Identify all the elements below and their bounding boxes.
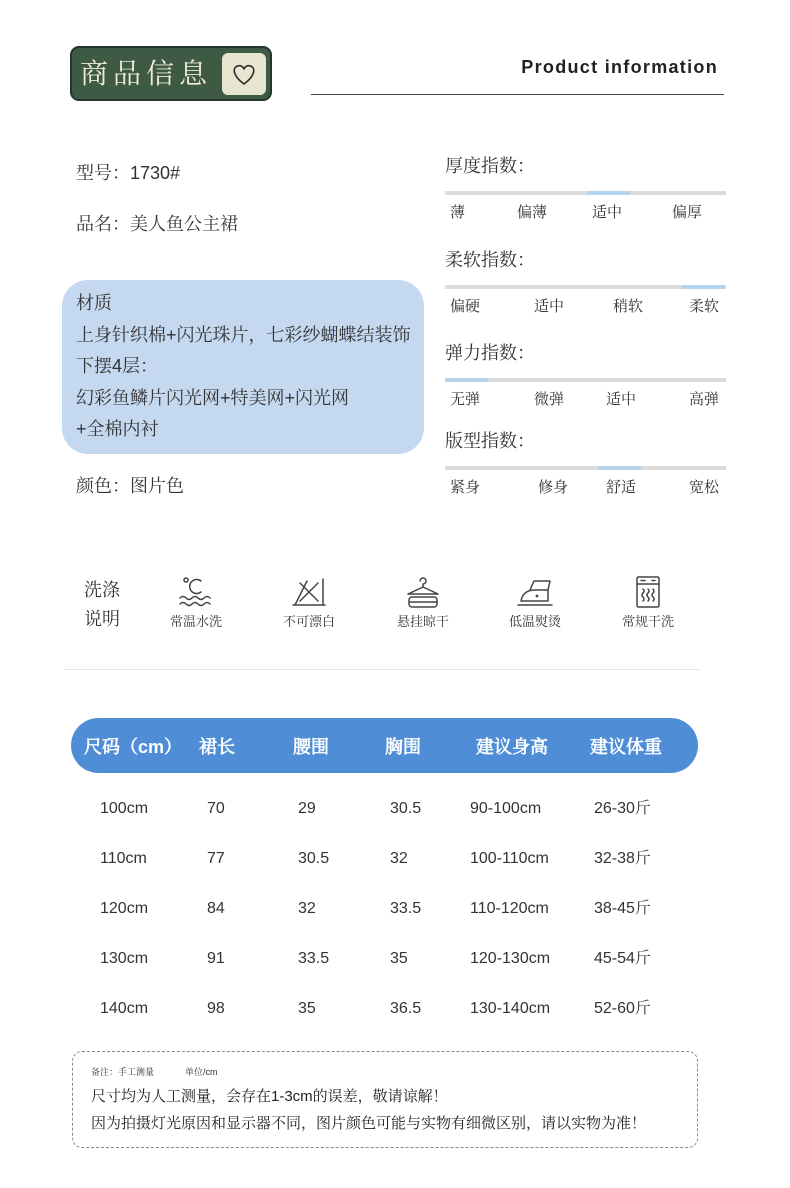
section-subtitle: Product information	[521, 57, 718, 77]
index-title: 柔软指数：	[445, 250, 535, 270]
care-title-line: 洗涤	[84, 580, 120, 600]
index-option: 微弹	[534, 391, 565, 408]
table-cell: 77	[207, 850, 225, 867]
material-title: 材质	[76, 293, 112, 313]
index-title: 版型指数：	[445, 431, 535, 451]
index-option: 偏薄	[517, 204, 548, 221]
table-cell: 120-130cm	[470, 950, 551, 967]
elasticity-index	[445, 341, 726, 411]
section-title: 商品信息	[80, 58, 213, 89]
care-item	[146, 575, 246, 631]
care-item	[598, 575, 698, 631]
table-cell: 120cm	[100, 900, 149, 917]
index-option: 无弹	[450, 391, 481, 408]
no-bleach-icon	[289, 575, 329, 609]
index-option: 薄	[450, 204, 466, 221]
material-line: 下摆4层：	[76, 356, 159, 376]
material-line: 上身针织棉+闪光珠片，七彩纱蝴蝶结装饰	[76, 324, 411, 345]
care-label: 低温熨烫	[508, 614, 561, 629]
index-option: 紧身	[450, 479, 481, 496]
note-line: 因为拍摄灯光原因和显示器不同，图片颜色可能与实物有细微区别，请以实物为准！	[91, 1115, 647, 1132]
water-wash-icon	[176, 575, 216, 609]
table-cell: 33.5	[390, 900, 422, 917]
hang-dry-icon	[403, 575, 443, 609]
model-number: 型号：1730#	[76, 163, 181, 183]
table-cell: 130cm	[100, 950, 149, 967]
table-cell: 32	[390, 850, 408, 867]
table-cell: 100-110cm	[470, 850, 549, 867]
index-option: 柔软	[689, 298, 720, 315]
section-title-box	[70, 46, 272, 101]
table-cell: 29	[298, 800, 316, 817]
table-row	[0, 998, 790, 1020]
section-divider	[65, 669, 700, 670]
table-cell: 52-60斤	[594, 1000, 651, 1017]
table-cell: 26-30斤	[594, 800, 651, 817]
index-level-marker	[682, 285, 725, 289]
heart-icon	[222, 53, 266, 95]
table-cell: 38-45斤	[594, 900, 651, 917]
index-option: 偏厚	[672, 204, 703, 221]
index-option: 高弹	[689, 391, 720, 408]
index-level-marker	[598, 466, 641, 470]
care-item	[373, 575, 473, 631]
index-bar	[445, 466, 726, 470]
index-option: 适中	[534, 298, 565, 315]
index-level-marker	[587, 191, 630, 195]
table-cell: 91	[207, 950, 225, 967]
table-row	[0, 798, 790, 820]
thickness-index	[445, 154, 726, 224]
care-item	[485, 575, 585, 631]
table-cell: 90-100cm	[470, 800, 542, 817]
index-level-marker	[445, 378, 488, 382]
table-cell: 98	[207, 1000, 225, 1017]
table-cell: 110-120cm	[470, 900, 549, 917]
header-divider	[311, 94, 724, 95]
note-box	[72, 1051, 698, 1148]
product-color: 颜色：图片色	[76, 476, 184, 496]
column-header: 腰围	[293, 737, 329, 757]
table-cell: 35	[390, 950, 408, 967]
index-title: 厚度指数：	[445, 156, 535, 176]
table-cell: 45-54斤	[594, 950, 651, 967]
index-option: 宽松	[689, 479, 720, 496]
table-cell: 140cm	[100, 1000, 149, 1017]
index-option: 修身	[538, 479, 569, 496]
index-bar	[445, 378, 726, 382]
index-bar	[445, 285, 726, 289]
softness-index	[445, 248, 726, 318]
table-cell: 35	[298, 1000, 316, 1017]
heart-badge	[222, 53, 266, 95]
table-row	[0, 898, 790, 920]
index-option: 适中	[606, 391, 637, 408]
care-label: 不可漂白	[282, 614, 335, 629]
material-line: 幻彩鱼鳞片闪光网+特美网+闪光网	[76, 387, 350, 408]
table-row	[0, 948, 790, 970]
index-bar	[445, 191, 726, 195]
column-header: 胸围	[385, 737, 421, 757]
care-label: 常温水洗	[169, 614, 222, 629]
index-option: 偏硬	[450, 298, 481, 315]
care-title-line: 说明	[84, 609, 120, 629]
index-option: 适中	[592, 204, 623, 221]
column-header: 裙长	[199, 737, 235, 757]
table-cell: 36.5	[390, 1000, 422, 1017]
column-header: 尺码（cm）	[84, 737, 183, 757]
material-line: +全棉内衬	[76, 419, 159, 439]
table-cell: 70	[207, 800, 225, 817]
note-unit: 单位/cm	[185, 1067, 218, 1077]
care-label: 悬挂晾干	[396, 614, 449, 629]
table-cell: 100cm	[100, 800, 149, 817]
table-cell: 130-140cm	[470, 1000, 551, 1017]
index-option: 舒适	[606, 479, 637, 496]
fit-index	[445, 429, 726, 499]
table-cell: 84	[207, 900, 225, 917]
table-cell: 32	[298, 900, 316, 917]
table-cell: 110cm	[100, 850, 147, 867]
column-header: 建议身高	[476, 737, 548, 757]
column-header: 建议体重	[590, 737, 662, 757]
product-name: 品名：美人鱼公主裙	[76, 214, 238, 234]
table-cell: 30.5	[390, 800, 422, 817]
note-line: 尺寸均为人工测量，会存在1-3cm的误差，敬请谅解！	[91, 1088, 448, 1105]
index-title: 弹力指数：	[445, 343, 535, 363]
dry-clean-icon	[628, 575, 668, 609]
table-cell: 30.5	[298, 850, 330, 867]
care-label: 常规干洗	[621, 614, 674, 629]
table-row	[0, 848, 790, 870]
size-table-header	[71, 718, 698, 773]
note-label: 备注：手工测量	[91, 1067, 155, 1077]
care-item	[259, 575, 359, 631]
table-cell: 32-38斤	[594, 850, 651, 867]
material-card	[62, 280, 424, 454]
iron-low-icon	[515, 575, 555, 609]
table-cell: 33.5	[298, 950, 330, 967]
index-option: 稍软	[613, 298, 644, 315]
